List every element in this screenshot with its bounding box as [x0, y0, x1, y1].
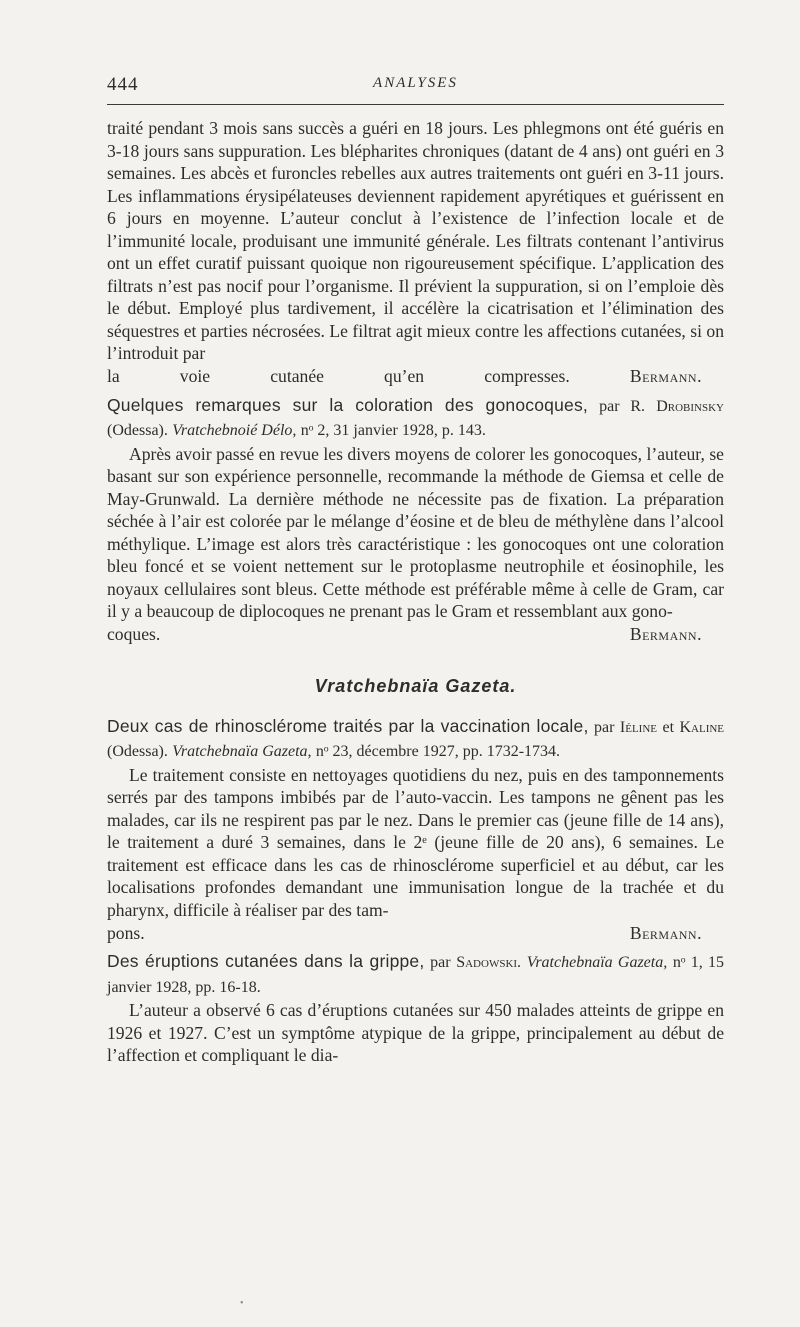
entry-gonocoques-signature: Bermann. — [629, 624, 702, 645]
entry-grippe-author: Sadowski. — [456, 954, 522, 972]
continuation-last-text: la voie cutanée qu’en compresses. — [107, 366, 570, 387]
entry-gonocoques-city: (Odessa). — [107, 422, 168, 440]
page-header — [107, 74, 724, 98]
entry-rhinosclerome-heading — [107, 715, 724, 764]
page-body — [107, 117, 724, 1067]
entry-rhinosclerome-last-text: pons. — [107, 922, 145, 943]
entry-gonocoques-body: Après avoir passé en revue les divers moyens de colorer les gonocoques, l’auteur, se basant sur son expérience personnelle, recommande la méthode de Giemsa et celle de May-Grunwald. La dernière méthode ne nécessite pas de fixation. La préparation séchée à l’air est colorée par le mélange d’éosine et de bleu de méthylène dans l’alcool méthylique. L’image est alors très caractéristique : les gonocoques ont une coloration bleu foncé et se voient nettement sur le protoplasme neutrophile et éosinophile, les noyaux cellulaires sont bleus. Cette méthode est préférable même à celle de Gram, car il y a beaucoup de diplocoques ne prenant pas le Gram et ressemblant aux gono- — [107, 443, 724, 622]
entry-gonocoques-author: Drobinsky — [656, 397, 724, 415]
entry-rhinosclerome-last-line — [107, 922, 724, 945]
entry-rhinosclerome-author2: Kaline — [679, 718, 725, 736]
entry-rhinosclerome-by: par — [594, 718, 615, 736]
page-number: 444 — [107, 74, 139, 95]
entry-rhinosclerome-reference: nᵒ 23, décembre 1927, pp. 1732-1734. — [315, 743, 561, 761]
entry-gonocoques-title: Quelques remarques sur la coloration des gonocoques, — [107, 394, 588, 415]
running-title: ANALYSES — [373, 75, 458, 91]
entry-grippe-title: Des éruptions cutanées dans la grippe, — [107, 951, 425, 972]
entry-rhinosclerome-city: (Odessa). — [107, 743, 168, 761]
entry-rhinosclerome-journal: Vratchebnaïa Gazeta, — [172, 743, 312, 761]
entry-gonocoques-journal: Vratchebnoié Délo, — [172, 422, 297, 440]
continuation-signature: Bermann. — [629, 366, 702, 387]
entry-grippe-heading — [107, 950, 724, 999]
entry-rhinosclerome-and: et — [662, 718, 675, 736]
entry-gonocoques-last-text: coques. — [107, 624, 161, 645]
entry-grippe-body: L’auteur a observé 6 cas d’éruptions cutanées sur 450 malades atteints de grippe en 1926 et 1927. C’est un symptôme atypique de la grippe, principalement au début de l’affection et compliquant le dia- — [107, 1000, 724, 1066]
print-speck: • — [240, 1298, 244, 1309]
entry-gonocoques-by: par R. — [599, 397, 646, 415]
entry-rhinosclerome-body: Le traitement consiste en nettoyages quotidiens du nez, puis en des tamponnements serrés par des tampons imbibés par de l’auto-vaccin. Les tampons ne gênent pas les malades, car ils ne respirent pas par le nez. Dans le premier cas (jeune fille de 14 ans), le traitement a duré 3 semaines, dans le 2ᵉ (jeune fille de 20 ans), 6 semaines. Le traitement est efficace dans les cas de rhinosclérome superficiel et au début, car les localisations profondes demandant une immunisation longue de la trachée et du pharynx, difficile à réaliser par des tam- — [107, 764, 724, 920]
entry-grippe-reference: nᵒ 1, 15 janvier 1928, pp. 16-18. — [107, 954, 725, 996]
continuation-paragraph: traité pendant 3 mois sans succès a guéri en 18 jours. Les phlegmons ont été guéris en 3-18 jours sans suppuration. Les blépharites chroniques (datant de 4 ans) ont guéri en 3 semaines. Les abcès et furoncles rebelles aux autres traitements ont guéri en 3-11 jours. Les inflammations érysipélateuses deviennent rapidement apyrétiques et guérissent en 6 jours en moyenne. L’auteur conclut à l’existence de l’infection locale et de l’immunité locale, produisant une immunité générale. Les filtrats contenant l’antivirus ont un effet curatif puissant quoique non rigoureusement spécifique. L’application des filtrats n’est pas nocif pour l’organisme. Il prévient la suppuration, si on l’emploie dès le début. Employé plus tardivement, il accélère la cicatrisation et l’élimination des séquestres et parties nécrosées. Le filtrat agit mieux contre les affections cutanées, si on l’introduit par — [107, 118, 724, 364]
entry-rhinosclerome-signature: Bermann. — [629, 922, 702, 943]
entry-rhinosclerome-title: Deux cas de rhinosclérome traités par la vaccination locale, — [107, 715, 589, 736]
entry-gonocoques-reference: nᵒ 2, 31 janvier 1928, p. 143. — [300, 422, 486, 440]
entry-grippe-by: par — [430, 954, 451, 972]
continuation-last-line — [107, 365, 724, 388]
header-rule — [107, 104, 724, 105]
entry-gonocoques-last-line — [107, 623, 724, 646]
section-heading-journal: Vratchebnaïa Gazeta. — [314, 675, 517, 696]
entry-rhinosclerome-author: Iéline — [619, 718, 657, 736]
entry-gonocoques-heading — [107, 394, 724, 443]
entry-grippe-journal: Vratchebnaïa Gazeta, — [526, 954, 668, 972]
